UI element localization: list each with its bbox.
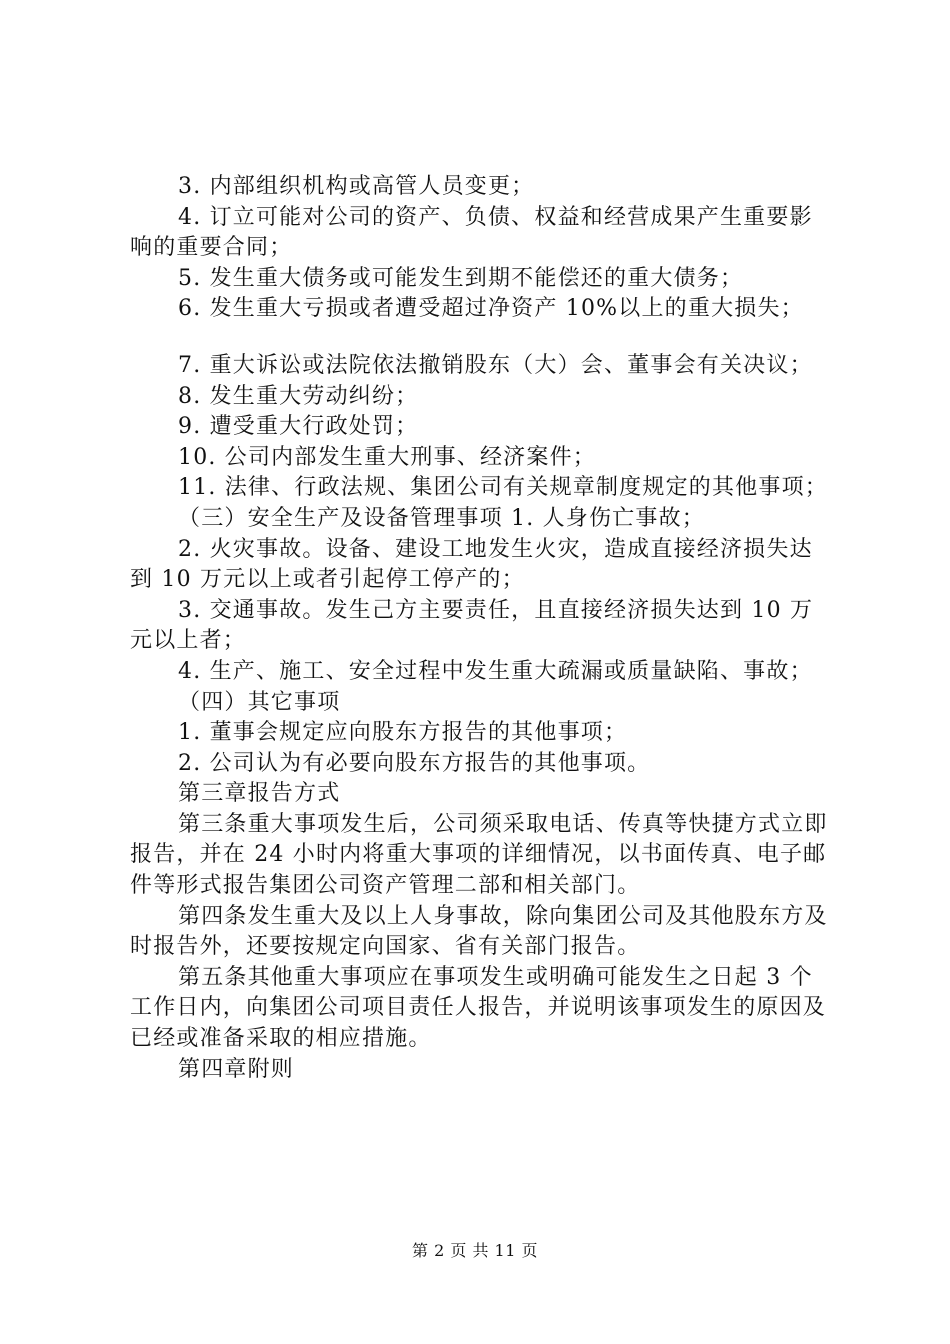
paragraph: 3. 交通事故。发生己方主要责任，且直接经济损失达到 10 万元以上者； xyxy=(130,597,814,654)
paragraph: 第三条重大事项发生后，公司须采取电话、传真等快捷方式立即报告，并在 24 小时内将重大事项的详细情况，以书面传真、电子邮件等形式报告集团公司资产管理二部和相关部门。 xyxy=(130,811,828,899)
paragraph: 7. 重大诉讼或法院依法撤销股东（大）会、董事会有关决议； xyxy=(178,352,813,378)
paragraph: 4. 订立可能对公司的资产、负债、权益和经营成果产生重要影响的重要合同； xyxy=(130,204,813,261)
chapter-heading: 第三章报告方式 xyxy=(178,781,341,807)
page-footer: 第 2 页 共 11 页 xyxy=(412,1241,538,1260)
chapter-heading: 第四章附则 xyxy=(178,1056,295,1082)
section-heading: （四）其它事项 xyxy=(178,689,341,715)
paragraph: 6. 发生重大亏损或者遭受超过净资产 10%以上的重大损失； xyxy=(178,296,804,322)
paragraph: 10. 公司内部发生重大刑事、经济案件； xyxy=(178,444,596,470)
paragraph: 5. 发生重大债务或可能发生到期不能偿还的重大债务； xyxy=(178,265,744,291)
paragraph: 4. 生产、施工、安全过程中发生重大疏漏或质量缺陷、事故； xyxy=(178,658,813,684)
paragraph: 3. 内部组织机构或高管人员变更； xyxy=(178,174,535,199)
paragraph: 9. 遭受重大行政处罚； xyxy=(178,414,419,440)
paragraph: 第五条其他重大事项应在事项发生或明确可能发生之日起 3 个工作日内，向集团公司项目责任人报告，并说明该事项发生的原因及已经或准备采取的相应措施。 xyxy=(130,964,827,1052)
paragraph: 11. 法律、行政法规、集团公司有关规章制度规定的其他事项； xyxy=(178,475,828,501)
paragraph: 2. 火灾事故。设备、建设工地发生火灾，造成直接经济损失达到 10 万元以上或者引起停工停产的； xyxy=(130,536,813,593)
paragraph: 第四条发生重大及以上人身事故，除向集团公司及其他股东方及时报告外，还要按规定向国家、省有关部门报告。 xyxy=(130,903,828,960)
paragraph: 8. 发生重大劳动纠纷； xyxy=(178,383,419,409)
section-heading: （三）安全生产及设备管理事项 1. 人身伤亡事故； xyxy=(178,505,705,531)
paragraph: 2. 公司认为有必要向股东方报告的其他事项。 xyxy=(178,750,651,776)
document-body xyxy=(130,172,835,1085)
paragraph: 1. 董事会规定应向股东方报告的其他事项； xyxy=(178,720,628,746)
